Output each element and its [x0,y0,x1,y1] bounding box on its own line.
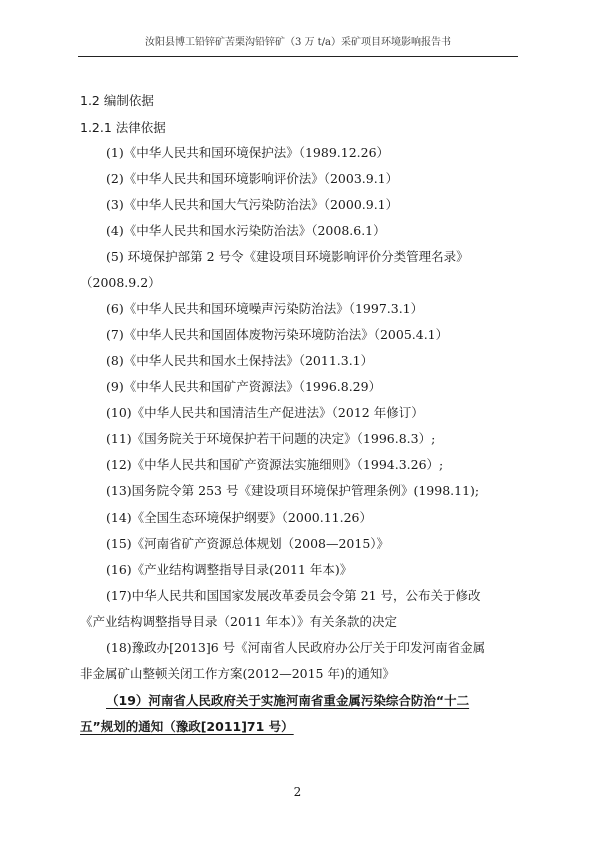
running-header: 汝阳县博工铅锌矿苦栗沟铅锌矿（3 万 t/a）采矿项目环境影响报告书 [144,37,452,48]
citation-item: (11)《国务院关于环境保护若干问题的决定》（1996.8.3）; [106,431,436,446]
citation-item: (9)《中华人民共和国矿产资源法》（1996.8.29） [106,379,382,394]
citation-item: (4)《中华人民共和国水污染防治法》（2008.6.1） [106,223,386,238]
citation-item: (16)《产业结构调整指导目录(2011 年本)》 [106,562,353,577]
citation-item-continuation: （2008.9.2） [80,275,161,290]
citation-item: (17)中华人民共和国国家发展改革委员会令第 21 号，公布关于修改 [106,588,481,603]
citation-item: (12)《中华人民共和国矿产资源法实施细则》（1994.3.26）; [106,457,444,472]
page-number: 2 [293,785,302,799]
citation-item: (2)《中华人民共和国环境影响评价法》（2003.9.1） [106,171,399,186]
section-heading: 1.2 编制依据 [80,93,154,108]
citation-item: (6)《中华人民共和国环境噪声污染防治法》（1997.3.1） [106,301,424,316]
citation-item: (3)《中华人民共和国大气污染防治法》（2000.9.1） [106,197,399,212]
citation-item: (7)《中华人民共和国固体废物污染环境防治法》（2005.4.1） [106,327,449,342]
citation-item: (1)《中华人民共和国环境保护法》（1989.12.26） [106,145,390,160]
citation-item: (8)《中华人民共和国水土保持法》（2011.3.1） [106,353,374,368]
citation-item-continuation: 《产业结构调整指导目录（2011 年本）》有关条款的决定 [80,614,398,629]
citation-item: (5) 环境保护部第 2 号令《建设项目环境影响评价分类管理名录》 [106,249,469,264]
citation-item: (13)国务院令第 253 号《建设项目环境保护管理条例》(1998.11); [106,483,480,498]
citation-item-continuation: 非金属矿山整顿关闭工作方案(2012—2015 年)的通知》 [80,666,395,681]
header-rule [78,56,518,57]
subsection-heading: 1.2.1 法律依据 [80,120,166,135]
citation-item-emphasized-continuation: 五”规划的通知（豫政[2011]71 号） [80,719,294,734]
citation-item: (10)《中华人民共和国清洁生产促进法》（2012 年修订） [106,405,424,420]
citation-item: (14)《全国生态环境保护纲要》（2000.11.26） [106,510,372,525]
citation-item: (15)《河南省矿产资源总体规划（2008—2015）》 [106,536,390,551]
citation-item: (18)豫政办[2013]6 号《河南省人民政府办公厅关于印发河南省金属 [106,640,486,655]
citation-item-emphasized: （19）河南省人民政府关于实施河南省重金属污染综合防治“十二 [106,693,470,708]
